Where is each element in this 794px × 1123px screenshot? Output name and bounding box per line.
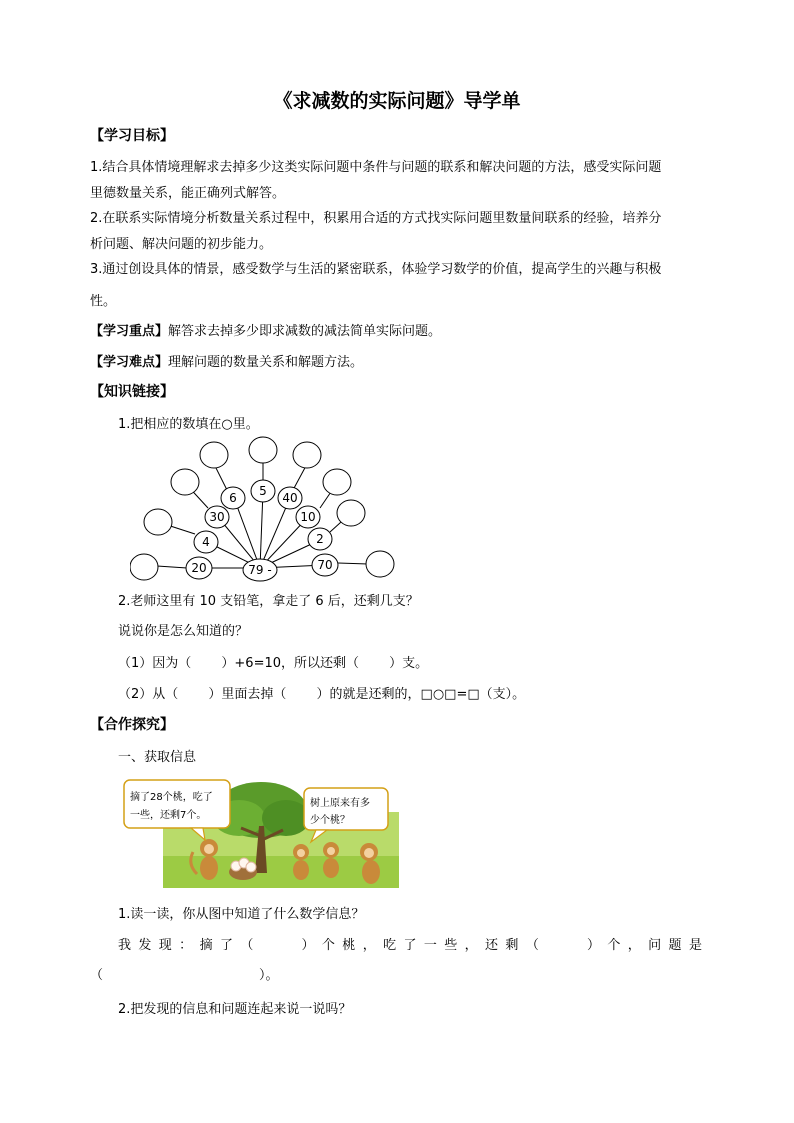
explore-part1: 一、获取信息 [118, 750, 197, 765]
found-char: 了 [219, 938, 233, 953]
fan-number: 20 [191, 561, 207, 575]
goal-1-line-b: 里德数量关系，能正确列式解答。 [90, 186, 286, 201]
found-char: 了 [403, 938, 417, 953]
fan-number: 40 [282, 491, 298, 505]
found-char: 些 [444, 938, 458, 953]
explore-connect: 2.把发现的信息和问题连起来说一说吗？ [118, 1002, 352, 1017]
found-sentence [118, 934, 702, 953]
fan-number: 4 [202, 535, 210, 549]
found-char: ） [586, 938, 600, 953]
bubble-right-line-1: 树上原来有多 [310, 798, 370, 809]
found-char [261, 934, 274, 953]
fan-number: 5 [259, 484, 267, 498]
explore-read: 1.读一读，你从图中知道了什么数学信息？ [118, 907, 365, 922]
found-char: 剩 [505, 938, 519, 953]
fan-number: 2 [316, 532, 324, 546]
found-char [546, 934, 559, 953]
found-char: ， [464, 938, 478, 953]
found-char: 发 [138, 938, 152, 953]
fan-number: 30 [209, 510, 225, 524]
found-char: 摘 [199, 938, 213, 953]
found-char: 吃 [383, 938, 397, 953]
found-char: 题 [668, 938, 682, 953]
found-char: 个 [607, 938, 621, 953]
links-heading: 【知识链接】 [90, 384, 174, 400]
fan-number: 6 [229, 491, 237, 505]
goal-3-line-b: 性。 [90, 294, 117, 309]
found-char: 桃 [342, 938, 356, 953]
goals-heading: 【学习目标】 [90, 128, 174, 144]
goal-2-line-a: 2.在联系实际情境分析数量关系过程中，积累用合适的方式找实际问题里数量间联系的经验，培养分 [90, 211, 662, 226]
fan-center-label: 79 - [248, 563, 272, 577]
focus-line [90, 320, 441, 339]
found-char: 是 [688, 938, 702, 953]
found-char: 还 [485, 938, 499, 953]
difficulty-line [90, 351, 363, 370]
focus-text: 解答求去掉多少即求减数的减法简单实际问题。 [168, 324, 442, 339]
focus-label: 【学习重点】 [90, 324, 169, 339]
links-q2: 2.老师这里有 10 支铅笔，拿走了 6 后，还剩几支？ [118, 594, 419, 609]
found-char: ， [362, 938, 376, 953]
page-title: 《求减数的实际问题》导学单 [273, 90, 521, 112]
links-q1: 1.把相应的数填在○里。 [118, 417, 259, 432]
difficulty-label: 【学习难点】 [90, 355, 169, 370]
number-fan-diagram [130, 430, 410, 590]
goal-3-line-a: 3.通过创设具体的情景，感受数学与生活的紧密联系，体验学习数学的价值，提高学生的兴趣与积极 [90, 262, 662, 277]
fan-number: 10 [300, 510, 316, 524]
bubble-left-line-1: 摘了28个桃，吃了 [130, 792, 213, 803]
explore-heading: 【合作探究】 [90, 717, 174, 733]
found-char: ： [179, 938, 193, 953]
links-q2-part2: （2）从（ ）里面去掉（ ）的就是还剩的，□○□=□（支）。 [118, 687, 526, 702]
found-char: 一 [423, 938, 437, 953]
found-char: ， [627, 938, 641, 953]
found-char: （ [525, 938, 539, 953]
found-char [281, 934, 294, 953]
bubble-left-line-2: 一些，还剩7个。 [130, 810, 207, 821]
goal-2-line-b: 析问题、解决问题的初步能力。 [90, 237, 273, 252]
links-q2-part1: （1）因为（ ）+6=10，所以还剩（ ）支。 [118, 656, 429, 671]
goal-1-line-a: 1.结合具体情境理解求去掉多少这类实际问题中条件与问题的联系和解决问题的方法，感受实际问题 [90, 160, 662, 175]
found-char: 问 [648, 938, 662, 953]
found-char [567, 934, 580, 953]
found-char: ） [301, 938, 315, 953]
monkey-peach-illustration [121, 778, 401, 890]
found-answer-blank: （ ）。 [90, 968, 279, 983]
links-q2-sub: 说说你是怎么知道的？ [118, 624, 249, 639]
found-char: 个 [321, 938, 335, 953]
found-char: 我 [118, 938, 132, 953]
bubble-right-line-2: 少个桃？ [310, 815, 350, 826]
found-char: （ [240, 938, 254, 953]
found-char: 现 [158, 938, 172, 953]
fan-number: 70 [317, 558, 333, 572]
difficulty-text: 理解问题的数量关系和解题方法。 [168, 355, 364, 370]
